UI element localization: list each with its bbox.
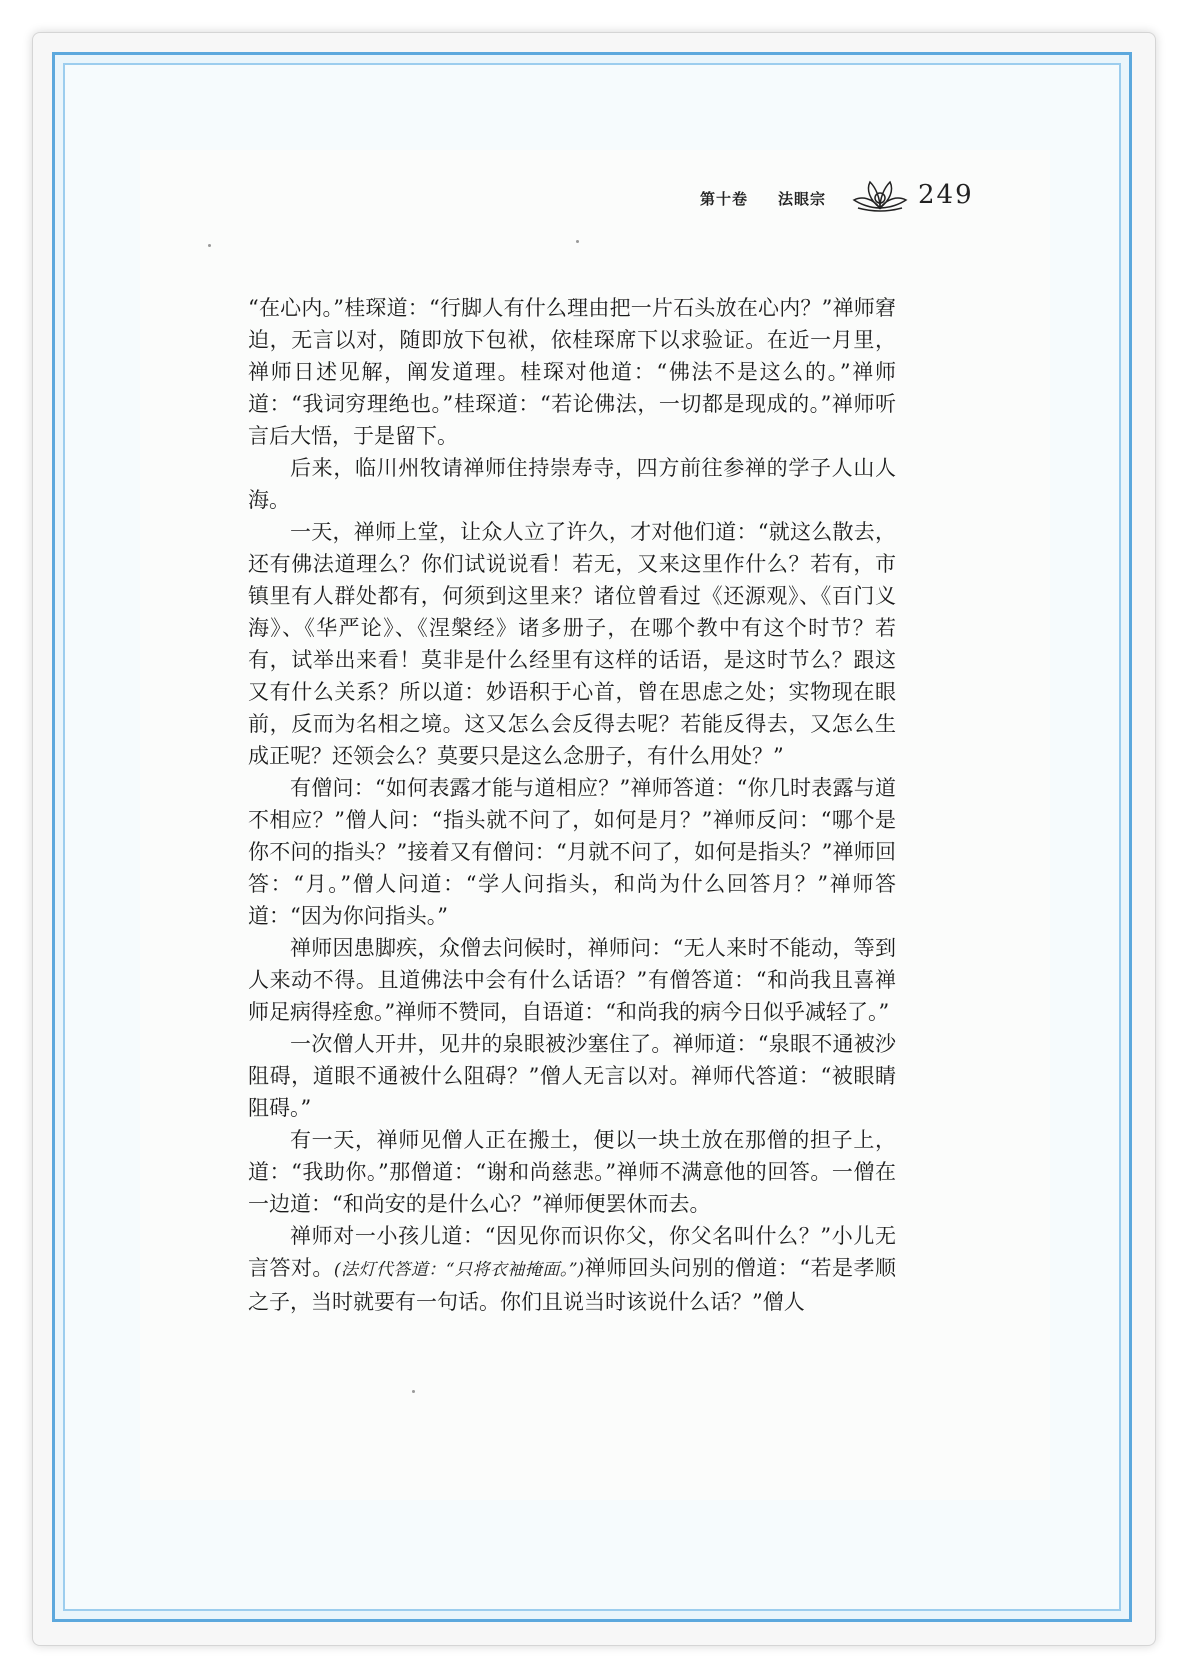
paragraph: 有一天，禅师见僧人正在搬土，便以一块土放在那僧的担子上，道：“我助你。”那僧道：“谢和尚慈悲。”禅师不满意他的回答。一僧在一边道：“和尚安的是什么心？”禅师便罢休而去。 — [248, 1128, 896, 1216]
section-label: 法眼宗 — [778, 190, 827, 208]
scan-speck — [576, 240, 579, 243]
paragraph-text: 禅师对一小孩儿道：“因见你而识你父，你父名叫什么？”小儿无言答对。 — [248, 1224, 896, 1280]
lotus-icon — [850, 178, 910, 214]
scan-speck — [412, 1390, 415, 1393]
paragraph: 一天，禅师上堂，让众人立了许久，才对他们道：“就这么散去，还有佛法道理么？你们试说说看！若无，又来这里作什么？若有，市镇里有人群处都有，何须到这里来？诸位曾看过《还源观》、《百门义海》、《华严论》、《涅槃经》诸多册子，在哪个教中有这个时节？若有，试举出来看！莫非是什么经里有这样的话语，是这时节么？跟这又有什么关系？所以道：妙语积于心首，曾在思虑之处；实物现在眼前，反而为名相之境。这又怎么会反得去呢？若能反得去，又怎么生成正呢？还领会么？莫要只是这么念册子，有什么用处？” — [248, 520, 896, 768]
main-text — [248, 292, 896, 1318]
paragraph-text: 禅师回头问别的僧道：“若是孝顺之子，当时就要有一句话。你们且说当时该说什么话？”僧人 — [248, 1256, 896, 1314]
chapter-label: 第十卷 — [700, 190, 749, 208]
paragraph-last — [248, 1220, 896, 1318]
paragraph: “在心内。”桂琛道：“行脚人有什么理由把一片石头放在心内？”禅师窘迫，无言以对，随即放下包袱，依桂琛席下以求验证。在近一月里，禅师日述见解，阐发道理。桂琛对他道：“佛法不是这么的。”禅师道：“我词穷理绝也。”桂琛道：“若论佛法，一切都是现成的。”禅师听言后大悟，于是留下。 — [248, 296, 896, 448]
paragraph: 有僧问：“如何表露才能与道相应？”禅师答道：“你几时表露与道不相应？”僧人问：“指头就不问了，如何是月？”禅师反问：“哪个是你不问的指头？”接着又有僧问：“月就不问了，如何是指头？”禅师回答：“月。”僧人问道：“学人问指头，和尚为什么回答月？”禅师答道：“因为你问指头。” — [248, 776, 896, 928]
page-number: 249 — [918, 180, 974, 210]
annotation-note: (法灯代答道：“只将衣袖掩面。”) — [333, 1260, 585, 1280]
paragraph: 后来，临川州牧请禅师住持崇寿寺，四方前往参禅的学子人山人海。 — [248, 456, 896, 512]
paragraph: 一次僧人开井，见井的泉眼被沙塞住了。禅师道：“泉眼不通被沙阻碍，道眼不通被什么阻碍？”僧人无言以对。禅师代答道：“被眼睛阻碍。” — [248, 1032, 896, 1120]
paragraph: 禅师因患脚疾，众僧去问候时，禅师问：“无人来时不能动，等到人来动不得。且道佛法中会有什么话语？”有僧答道：“和尚我且喜禅师足病得痊愈。”禅师不赞同，自语道：“和尚我的病今日似乎减轻了。” — [248, 936, 896, 1024]
scan-speck — [208, 244, 211, 247]
running-header — [700, 178, 1020, 218]
